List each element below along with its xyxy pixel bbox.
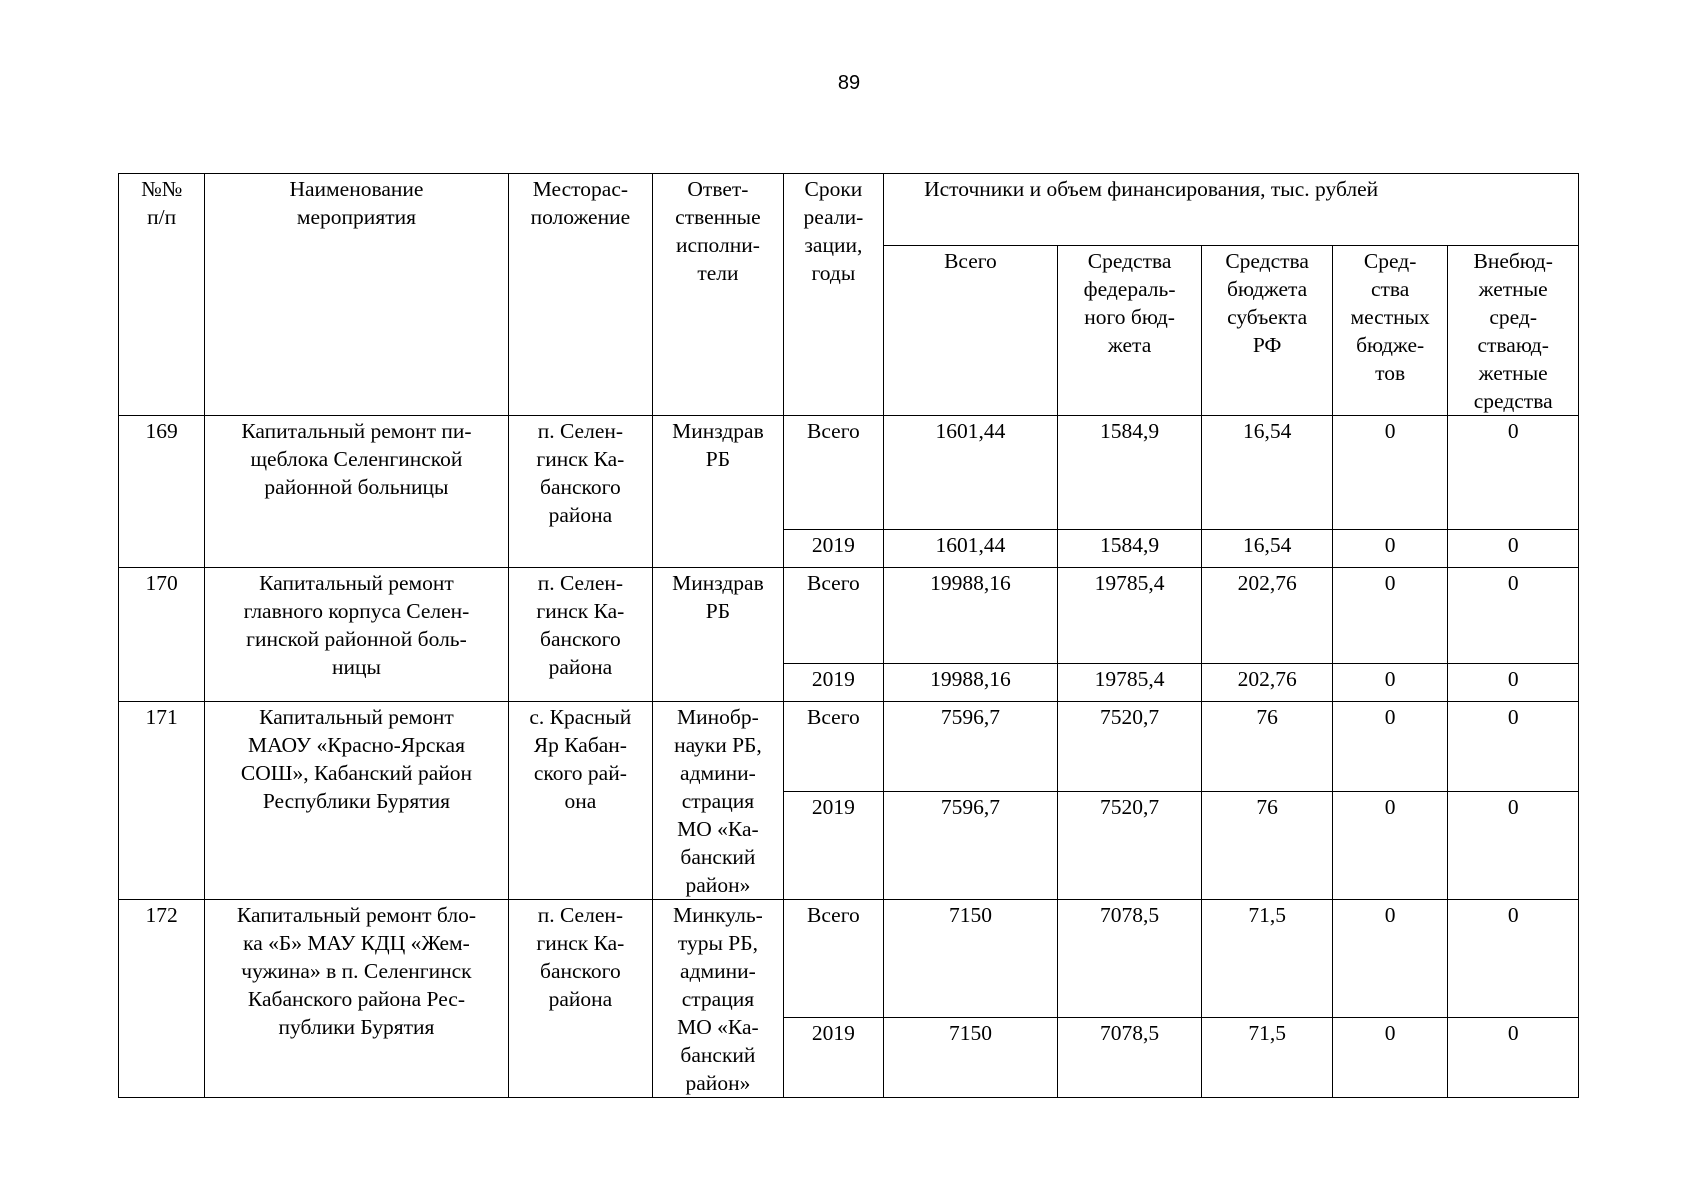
cell-federal: 1584,9 bbox=[1057, 530, 1202, 568]
cell-period: 2019 bbox=[783, 1018, 883, 1098]
cell-regional: 202,76 bbox=[1202, 664, 1333, 702]
cell-period: Всего bbox=[783, 702, 883, 792]
page-number: 89 bbox=[837, 72, 861, 94]
cell-federal: 7078,5 bbox=[1057, 1018, 1202, 1098]
cell-regional: 16,54 bbox=[1202, 530, 1333, 568]
cell-period: 2019 bbox=[783, 791, 883, 899]
cell-extra: 0 bbox=[1448, 1018, 1579, 1098]
table-row bbox=[119, 900, 1579, 1018]
cell-local: 0 bbox=[1332, 416, 1447, 530]
cell-federal: 7078,5 bbox=[1057, 900, 1202, 1018]
header-sources: Источники и объем финансирования, тыс. рублей bbox=[884, 174, 1579, 246]
cell-name: Капитальный ремонт бло- ка «Б» МАУ КДЦ «Жем- чужина» в п. Селенгинск Кабанского района Рес- публики Бурятия bbox=[205, 900, 508, 1098]
cell-regional: 202,76 bbox=[1202, 568, 1333, 664]
cell-total: 7150 bbox=[884, 900, 1058, 1018]
table-row bbox=[119, 702, 1579, 792]
header-name: Наименование мероприятия bbox=[205, 174, 508, 416]
cell-extra: 0 bbox=[1448, 900, 1579, 1018]
cell-regional: 71,5 bbox=[1202, 900, 1333, 1018]
header-local: Сред- ства местных бюдже- тов bbox=[1332, 246, 1447, 416]
cell-extra: 0 bbox=[1448, 416, 1579, 530]
cell-num: 171 bbox=[119, 702, 205, 900]
cell-federal: 1584,9 bbox=[1057, 416, 1202, 530]
cell-regional: 16,54 bbox=[1202, 416, 1333, 530]
header-total: Всего bbox=[884, 246, 1058, 416]
cell-federal: 7520,7 bbox=[1057, 702, 1202, 792]
cell-name: Капитальный ремонт пи- щеблока Селенгинской районной больницы bbox=[205, 416, 508, 568]
header-federal: Средства федераль- ного бюд- жета bbox=[1057, 246, 1202, 416]
header-num: №№ п/п bbox=[119, 174, 205, 416]
cell-location: п. Селен- гинск Ка- банского района bbox=[508, 900, 653, 1098]
cell-extra: 0 bbox=[1448, 664, 1579, 702]
cell-regional: 71,5 bbox=[1202, 1018, 1333, 1098]
header-extra: Внебюд- жетные сред- стваюд- жетные средства bbox=[1448, 246, 1579, 416]
cell-total: 7150 bbox=[884, 1018, 1058, 1098]
cell-period: Всего bbox=[783, 900, 883, 1018]
cell-federal: 19785,4 bbox=[1057, 664, 1202, 702]
header-responsible: Ответ- ственные исполни- тели bbox=[653, 174, 784, 416]
cell-period: 2019 bbox=[783, 664, 883, 702]
cell-extra: 0 bbox=[1448, 568, 1579, 664]
cell-federal: 7520,7 bbox=[1057, 791, 1202, 899]
cell-local: 0 bbox=[1332, 530, 1447, 568]
cell-local: 0 bbox=[1332, 791, 1447, 899]
cell-local: 0 bbox=[1332, 568, 1447, 664]
cell-total: 7596,7 bbox=[884, 702, 1058, 792]
cell-local: 0 bbox=[1332, 1018, 1447, 1098]
cell-local: 0 bbox=[1332, 664, 1447, 702]
cell-period: Всего bbox=[783, 568, 883, 664]
cell-extra: 0 bbox=[1448, 702, 1579, 792]
cell-local: 0 bbox=[1332, 702, 1447, 792]
cell-period: Всего bbox=[783, 416, 883, 530]
cell-responsible: Минобр- науки РБ, админи- страция МО «Ка- банский район» bbox=[653, 702, 784, 900]
cell-total: 7596,7 bbox=[884, 791, 1058, 899]
header-row-top bbox=[119, 174, 1579, 246]
cell-responsible: Минкуль- туры РБ, админи- страция МО «Ка- банский район» bbox=[653, 900, 784, 1098]
table-row bbox=[119, 568, 1579, 664]
cell-num: 172 bbox=[119, 900, 205, 1098]
cell-name: Капитальный ремонт МАОУ «Красно-Ярская СОШ», Кабанский район Республики Бурятия bbox=[205, 702, 508, 900]
cell-total: 19988,16 bbox=[884, 568, 1058, 664]
cell-period: 2019 bbox=[783, 530, 883, 568]
cell-federal: 19785,4 bbox=[1057, 568, 1202, 664]
cell-location: п. Селен- гинск Ка- банского района bbox=[508, 416, 653, 568]
cell-num: 169 bbox=[119, 416, 205, 568]
header-regional: Средства бюджета субъекта РФ bbox=[1202, 246, 1333, 416]
cell-regional: 76 bbox=[1202, 702, 1333, 792]
cell-extra: 0 bbox=[1448, 530, 1579, 568]
cell-total: 19988,16 bbox=[884, 664, 1058, 702]
table-row bbox=[119, 416, 1579, 530]
header-period: Сроки реали- зации, годы bbox=[783, 174, 883, 416]
cell-total: 1601,44 bbox=[884, 530, 1058, 568]
cell-location: п. Селен- гинск Ка- банского района bbox=[508, 568, 653, 702]
header-location: Месторас- положение bbox=[508, 174, 653, 416]
cell-local: 0 bbox=[1332, 900, 1447, 1018]
cell-name: Капитальный ремонт главного корпуса Селен- гинской районной боль- ницы bbox=[205, 568, 508, 702]
cell-total: 1601,44 bbox=[884, 416, 1058, 530]
cell-responsible: Минздрав РБ bbox=[653, 416, 784, 568]
cell-num: 170 bbox=[119, 568, 205, 702]
cell-regional: 76 bbox=[1202, 791, 1333, 899]
cell-location: с. Красный Яр Кабан- ского рай- она bbox=[508, 702, 653, 900]
cell-responsible: Минздрав РБ bbox=[653, 568, 784, 702]
financing-table bbox=[118, 173, 1579, 1098]
cell-extra: 0 bbox=[1448, 791, 1579, 899]
